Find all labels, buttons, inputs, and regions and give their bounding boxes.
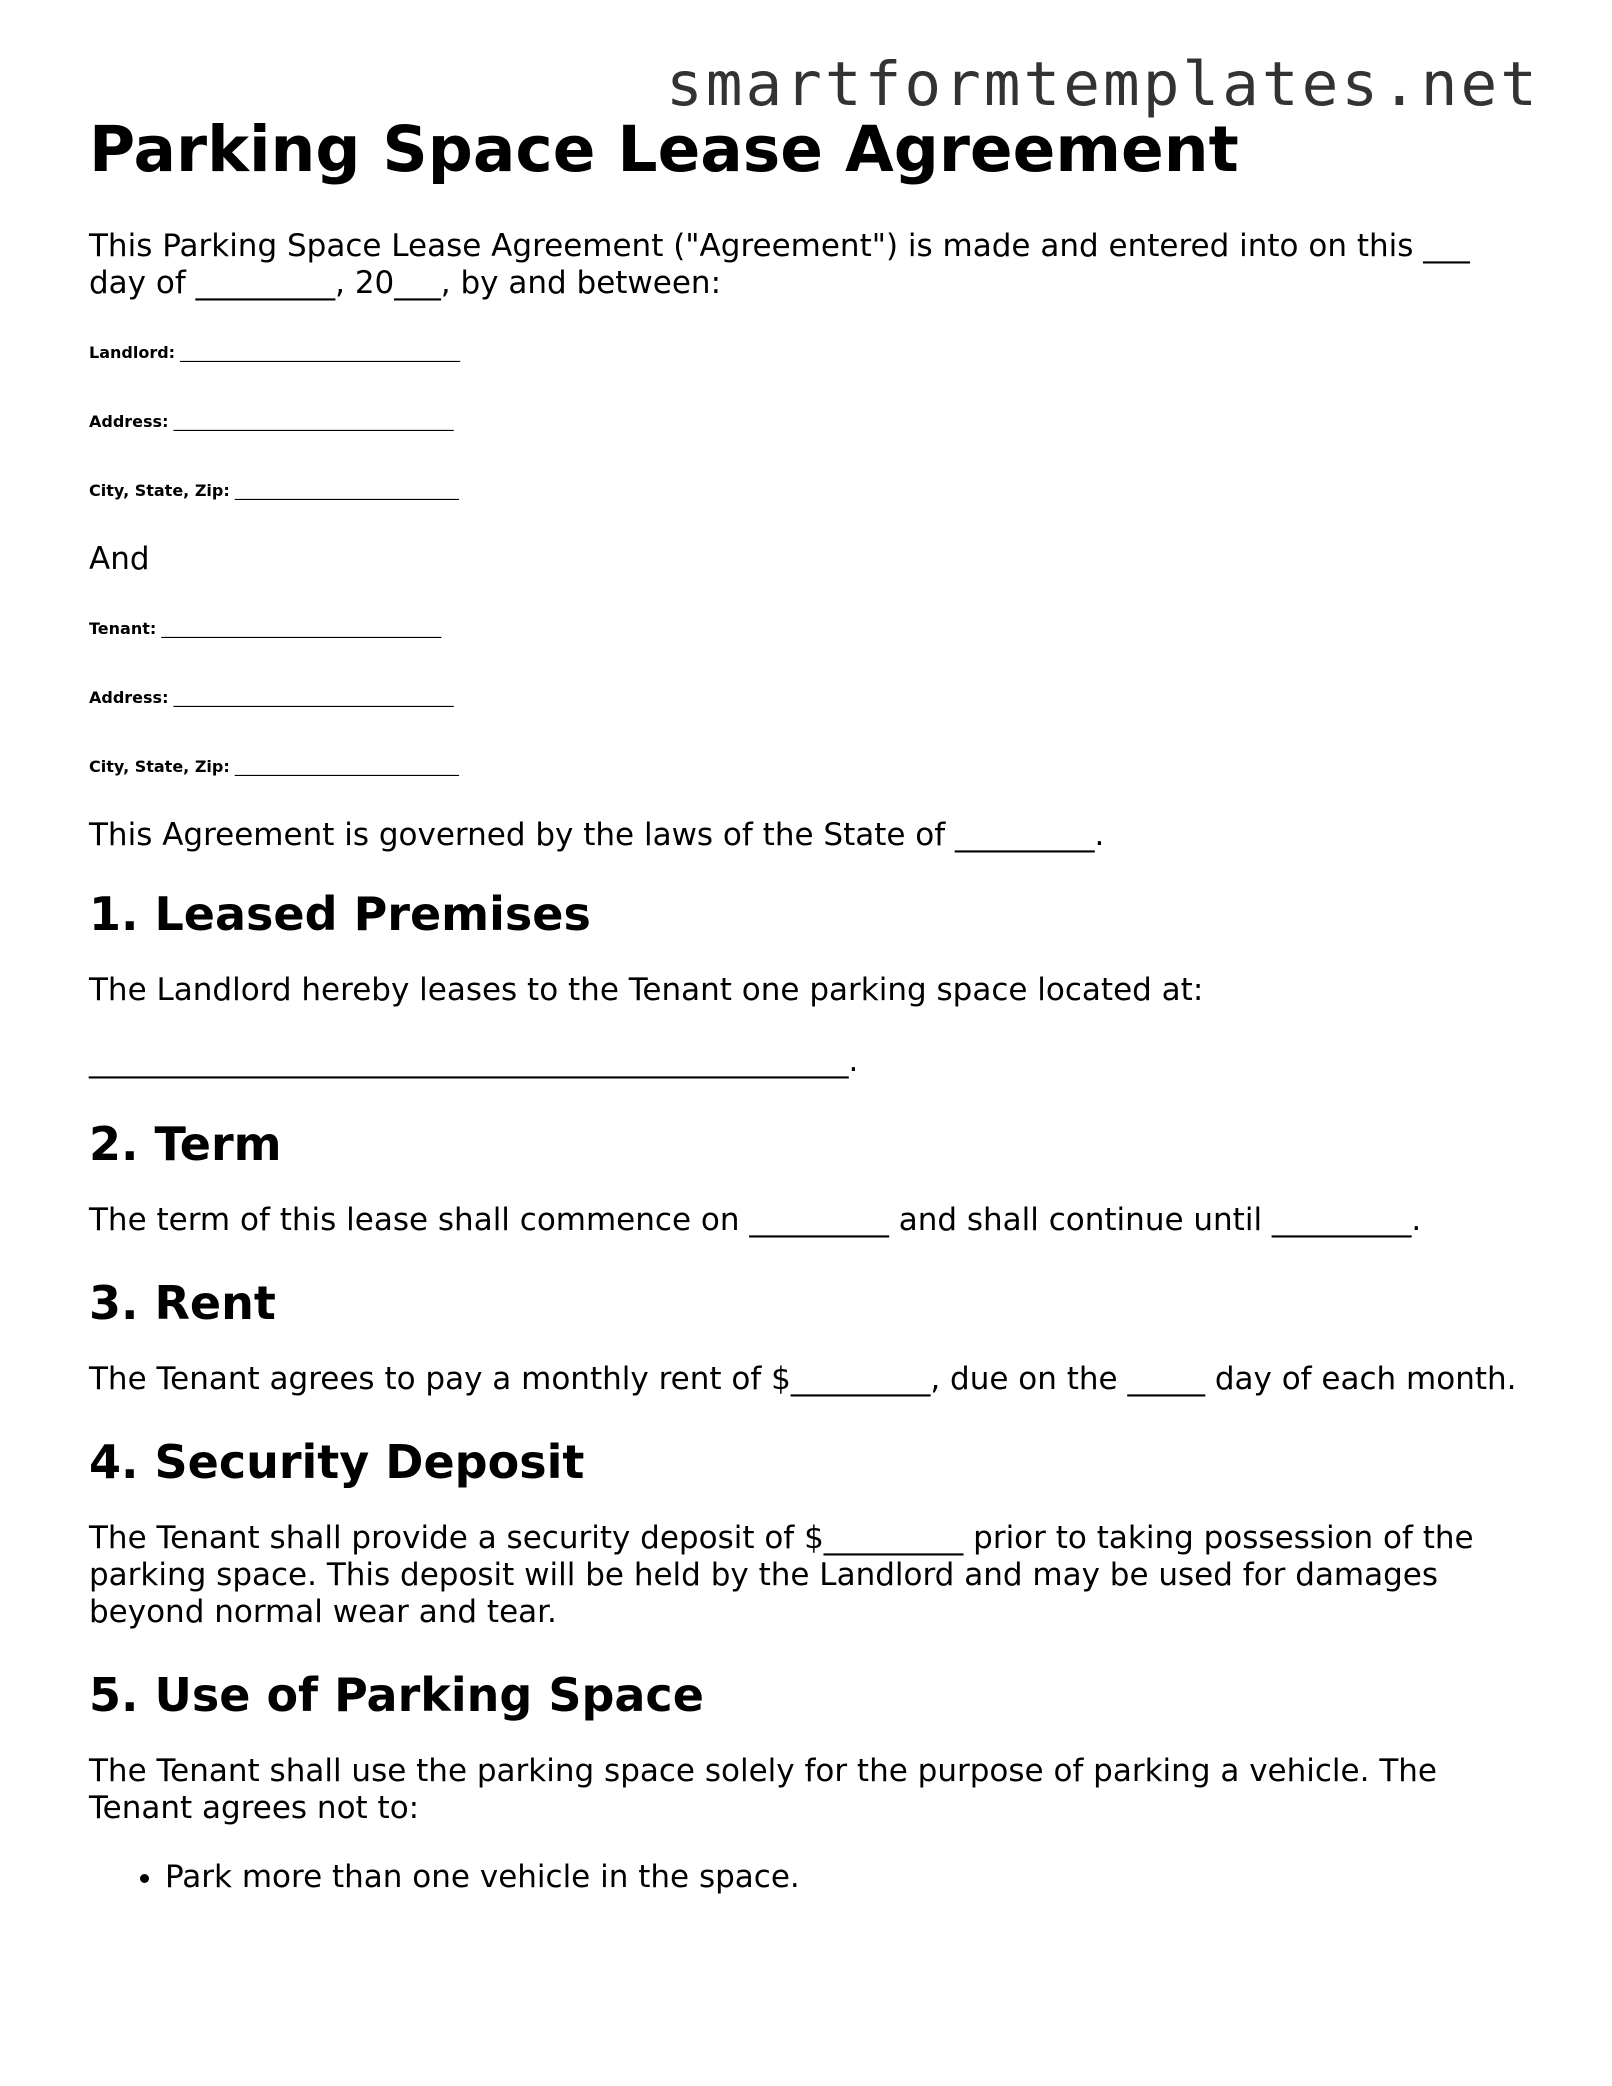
tenant-name-label: Tenant: (89, 619, 157, 638)
tenant-city-label: City, State, Zip: (89, 757, 230, 776)
and-text: And (89, 541, 150, 577)
section-rent (89, 1275, 1519, 1398)
tenant-address-field (89, 679, 1519, 716)
governing-law-text: This Agreement is governed by the laws of the State of _________. (89, 817, 1105, 853)
section-use-of-parking-space (89, 1667, 1519, 1896)
tenant-city-field (89, 748, 1519, 785)
landlord-city-label: City, State, Zip: (89, 481, 230, 500)
section-text: The Landlord hereby leases to the Tenant one parking space located at: (89, 972, 1204, 1008)
watermark: smartformtemplates.net (666, 49, 1540, 120)
tenant-city-blank: ____________________________ (234, 757, 459, 776)
tenant-name-blank: ___________________________________ (161, 619, 442, 638)
landlord-city-field (89, 472, 1519, 509)
landlord-name-label: Landlord: (89, 343, 176, 362)
section-leased-premises (89, 886, 1519, 1080)
section-text: The term of this lease shall commence on _________ and shall continue until _________. (89, 1202, 1422, 1238)
landlord-name-field (89, 334, 1519, 371)
tenant-name-field (89, 610, 1519, 647)
intro-paragraph: This Parking Space Lease Agreement ("Agreement") is made and entered into on this ___ day of _________, 20___, by and between: (89, 228, 1470, 301)
section-heading: 1. Leased Premises (89, 887, 591, 941)
landlord-address-blank: ___________________________________ (173, 412, 454, 431)
section-term (89, 1116, 1519, 1239)
document-title: Parking Space Lease Agreement (89, 113, 1239, 186)
section-heading: 2. Term (89, 1117, 282, 1171)
section-security-deposit (89, 1434, 1519, 1631)
landlord-address-label: Address: (89, 412, 169, 431)
document-body (89, 112, 1519, 1932)
landlord-address-field (89, 403, 1519, 440)
tenant-address-label: Address: (89, 688, 169, 707)
landlord-city-blank: ____________________________ (234, 481, 459, 500)
section-text: The Tenant shall use the parking space solely for the purpose of parking a vehicle. The Tenant agrees not to: (89, 1753, 1437, 1826)
list-item: • Park more than one vehicle in the space. (165, 1859, 1519, 1896)
section-heading: 3. Rent (89, 1276, 276, 1330)
section-heading: 4. Security Deposit (89, 1435, 585, 1489)
section-text: The Tenant agrees to pay a monthly rent of $_________, due on the _____ day of each month. (89, 1361, 1517, 1397)
section-text: The Tenant shall provide a security deposit of $_________ prior to taking possession of the parking space. This deposit will be held by the Landlord and may be used for damages beyond normal wear and tear. (89, 1520, 1474, 1630)
section-heading: 5. Use of Parking Space (89, 1668, 704, 1722)
landlord-name-blank: ___________________________________ (180, 343, 461, 362)
tenant-address-blank: ___________________________________ (173, 688, 454, 707)
restrictions-list (89, 1859, 1519, 1896)
premises-location-blank: _________________________________________________. (89, 1043, 859, 1079)
